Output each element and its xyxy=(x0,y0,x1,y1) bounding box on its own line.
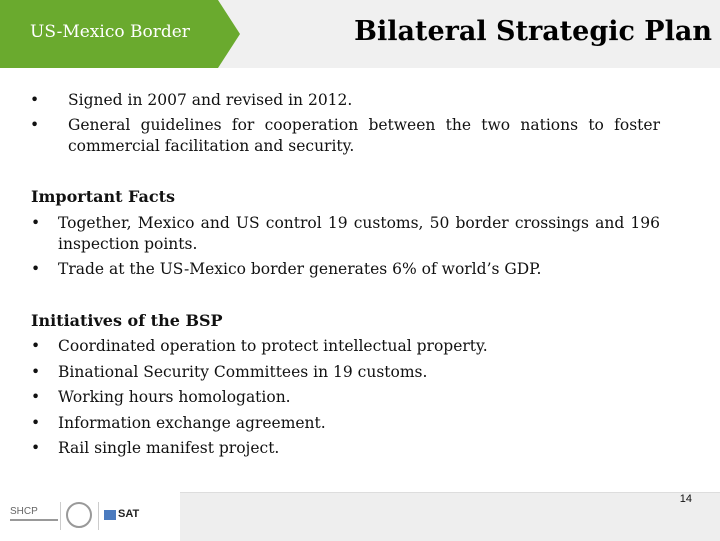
logo-divider xyxy=(98,502,99,530)
sat-logo: SAT xyxy=(118,508,140,520)
list-item: • Information exchange agreement. xyxy=(0,411,488,437)
list-item: • Rail single manifest project. xyxy=(0,436,488,462)
section-label: US-Mexico Border xyxy=(30,22,190,42)
initiatives-heading: Initiatives of the BSP xyxy=(31,311,223,330)
list-item: • Working hours homologation. xyxy=(0,385,488,411)
list-item: • Binational Security Committees in 19 customs. xyxy=(0,360,488,386)
list-item: • Trade at the US-Mexico border generates 6% of world’s GDP. xyxy=(0,259,660,280)
initiatives-list xyxy=(0,334,488,462)
facts-heading: Important Facts xyxy=(31,187,176,206)
list-item: • Signed in 2007 and revised in 2012. xyxy=(0,90,660,111)
logo-divider xyxy=(60,502,61,530)
page-number: 14 xyxy=(679,493,692,505)
footer-logos xyxy=(0,492,180,540)
list-item: • Together, Mexico and US control 19 customs, 50 border crossings and 196 inspection points. xyxy=(0,213,660,255)
list-item: • General guidelines for cooperation between the two nations to foster commercial facilitation and security. xyxy=(0,115,660,157)
national-seal-icon xyxy=(66,502,92,528)
footer-bar xyxy=(180,492,720,541)
footer xyxy=(0,492,720,540)
intro-list xyxy=(0,90,660,161)
shcp-logo: SHCP xyxy=(10,506,58,521)
list-item: • Coordinated operation to protect intellectual property. xyxy=(0,334,488,360)
facts-list xyxy=(0,213,660,284)
sat-logo-icon xyxy=(104,510,116,520)
slide-title: Bilateral Strategic Plan xyxy=(354,16,712,47)
